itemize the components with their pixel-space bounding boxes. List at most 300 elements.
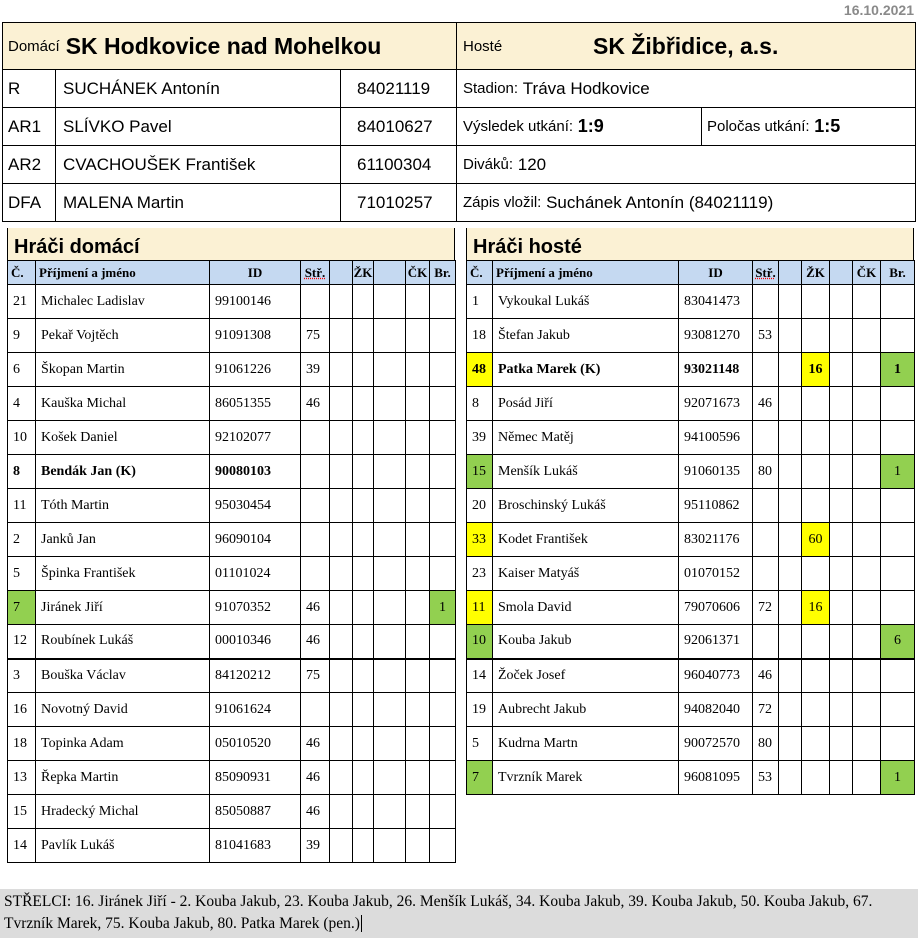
player-goals [881,557,915,591]
player-number: 7 [467,761,493,795]
player-name: Menšík Lukáš [493,455,679,489]
player-yellow-card [353,489,374,523]
column-header-row [467,261,915,285]
match-header [2,22,916,222]
scorers-label: STŘELCI: [4,893,72,910]
player-name: Bendák Jan (K) [36,455,210,489]
empty-cell [374,693,406,727]
empty-cell [330,353,353,387]
player-name: Posád Jiří [493,387,679,421]
column-header-goals: Br. [881,261,915,285]
empty-cell [330,387,353,421]
player-yellow-card [353,727,374,761]
player-name: Aubrecht Jakub [493,693,679,727]
player-substitution: 53 [753,761,779,795]
player-number: 7 [8,591,36,625]
player-id: 93081270 [679,319,753,353]
player-yellow-card [802,727,830,761]
empty-cell [779,421,802,455]
column-header-yellow: ŽK [353,261,374,285]
column-header-sub: Stř. [753,261,779,285]
player-number: 15 [8,795,36,829]
empty-cell [330,557,353,591]
player-red-card [406,727,430,761]
player-substitution: 46 [301,387,330,421]
empty-cell [330,591,353,625]
player-number: 39 [467,421,493,455]
player-row [8,285,456,319]
away-team-name: SK Žibřidice, a.s. [593,32,779,59]
player-name: Štefan Jakub [493,319,679,353]
empty-cell [779,489,802,523]
player-goals [430,421,456,455]
player-red-card [853,659,881,693]
empty-cell [779,727,802,761]
player-red-card [406,625,430,659]
player-name: Kodet František [493,523,679,557]
player-substitution: 75 [301,319,330,353]
player-goals: 1 [881,455,915,489]
empty-cell [779,387,802,421]
empty-cell [330,523,353,557]
column-header-red: ČK [853,261,881,285]
player-red-card [406,693,430,727]
text-cursor [361,915,362,932]
player-red-card [406,387,430,421]
player-goals [881,489,915,523]
player-row [8,829,456,863]
player-name: Škopan Martin [36,353,210,387]
player-row [8,387,456,421]
player-goals [430,285,456,319]
player-number: 8 [8,455,36,489]
home-players-section [7,228,455,863]
player-goals [881,421,915,455]
official-name: CVACHOUŠEK František [63,154,256,174]
player-id: 85090931 [210,761,301,795]
player-row [467,353,915,387]
player-row [467,659,915,693]
empty-cell [374,727,406,761]
player-red-card [406,319,430,353]
player-goals [430,387,456,421]
empty-cell [830,421,853,455]
player-id: 91061226 [210,353,301,387]
player-number: 18 [8,727,36,761]
empty-cell [830,523,853,557]
empty-cell [779,455,802,489]
player-yellow-card [802,557,830,591]
player-red-card [406,829,430,863]
player-goals [430,523,456,557]
player-yellow-card: 16 [802,591,830,625]
empty-cell [330,421,353,455]
player-row [467,557,915,591]
player-row [8,591,456,625]
recorder-row [463,184,773,221]
empty-cell [779,591,802,625]
player-red-card [853,625,881,659]
player-red-card [406,795,430,829]
empty-cell [374,591,406,625]
player-red-card [853,761,881,795]
empty-cell [830,455,853,489]
spectators-row [463,146,546,183]
result-label: Výsledek utkání: [463,118,574,135]
player-row [467,319,915,353]
player-id: 91060135 [679,455,753,489]
player-number: 14 [8,829,36,863]
player-name: Topinka Adam [36,727,210,761]
stadium-label: Stadion: [463,80,519,97]
official-id: 84021119 [357,78,431,98]
player-id: 84120212 [210,659,301,693]
player-yellow-card [353,829,374,863]
player-name: Košek Daniel [36,421,210,455]
player-number: 11 [8,489,36,523]
player-name: Bouška Václav [36,659,210,693]
empty-cell [374,353,406,387]
column-header-id: ID [210,261,301,285]
halftime-row [707,108,840,145]
player-substitution [753,353,779,387]
player-id: 91091308 [210,319,301,353]
player-substitution: 46 [753,659,779,693]
player-substitution [753,285,779,319]
player-name: Kaiser Matyáš [493,557,679,591]
player-row [467,761,915,795]
player-number: 2 [8,523,36,557]
player-substitution [301,285,330,319]
player-number: 1 [467,285,493,319]
column-header-id: ID [679,261,753,285]
player-substitution [301,421,330,455]
player-row [467,625,915,659]
player-name: Kudrna Martn [493,727,679,761]
official-role: R [8,78,21,98]
player-yellow-card [353,353,374,387]
player-row [8,523,456,557]
player-substitution [753,489,779,523]
player-id: 81041683 [210,829,301,863]
spectators-value: 120 [517,154,547,174]
player-yellow-card [353,421,374,455]
player-id: 01101024 [210,557,301,591]
empty-cell [830,659,853,693]
empty-cell [374,387,406,421]
player-row [467,421,915,455]
player-number: 9 [8,319,36,353]
player-goals [881,591,915,625]
player-name: Pavlík Lukáš [36,829,210,863]
player-substitution: 72 [753,591,779,625]
empty-cell [830,319,853,353]
player-id: 96040773 [679,659,753,693]
empty-cell [830,591,853,625]
player-name: Kauška Michal [36,387,210,421]
player-row [8,421,456,455]
player-id: 96090104 [210,523,301,557]
column-header-spacer [330,261,353,285]
empty-cell [830,285,853,319]
column-header-spacer [779,261,802,285]
player-id: 90072570 [679,727,753,761]
empty-cell [330,727,353,761]
player-red-card [853,591,881,625]
player-substitution: 46 [301,727,330,761]
player-number: 48 [467,353,493,387]
official-role: DFA [8,192,42,212]
player-yellow-card [802,625,830,659]
player-id: 00010346 [210,625,301,659]
player-goals [430,489,456,523]
player-name: Pekař Vojtěch [36,319,210,353]
player-name: Řepka Martin [36,761,210,795]
column-header-name: Příjmení a jméno [36,261,210,285]
player-id: 85050887 [210,795,301,829]
player-goals [881,387,915,421]
player-yellow-card [802,319,830,353]
empty-cell [830,761,853,795]
player-goals: 1 [881,353,915,387]
player-yellow-card [802,761,830,795]
player-red-card [853,693,881,727]
player-goals: 6 [881,625,915,659]
player-id: 90080103 [210,455,301,489]
player-name: Patka Marek (K) [493,353,679,387]
player-name: Michalec Ladislav [36,285,210,319]
empty-cell [779,523,802,557]
player-row [8,625,456,659]
player-goals [430,319,456,353]
official-name: MALENA Martin [63,192,184,212]
empty-cell [374,421,406,455]
player-red-card [853,489,881,523]
empty-cell [330,659,353,693]
empty-cell [330,625,353,659]
recorder-label: Zápis vložil: [463,194,542,211]
player-goals [881,659,915,693]
player-row [8,659,456,693]
player-red-card [853,353,881,387]
player-number: 6 [8,353,36,387]
player-id: 83021176 [679,523,753,557]
player-goals [881,523,915,557]
official-id: 61100304 [357,154,432,174]
player-id: 92061371 [679,625,753,659]
player-name: Janků Jan [36,523,210,557]
player-goals [430,727,456,761]
empty-cell [830,489,853,523]
empty-cell [374,829,406,863]
column-header-spacer [374,261,406,285]
player-substitution: 46 [301,761,330,795]
player-id: 92071673 [679,387,753,421]
player-substitution [301,523,330,557]
player-red-card [853,557,881,591]
player-number: 10 [467,625,493,659]
player-substitution: 53 [753,319,779,353]
player-number: 11 [467,591,493,625]
official-name: SLÍVKO Pavel [63,116,172,136]
away-players-title: Hráči hosté [466,228,914,260]
player-red-card [406,353,430,387]
column-header-row [8,261,456,285]
player-number: 5 [467,727,493,761]
player-yellow-card [353,693,374,727]
player-number: 5 [8,557,36,591]
player-substitution [301,489,330,523]
player-substitution [301,455,330,489]
player-row [467,285,915,319]
player-name: Němec Matěj [493,421,679,455]
player-number: 3 [8,659,36,693]
player-name: Vykoukal Lukáš [493,285,679,319]
recorder-value: Suchánek Antonín (84021119) [546,192,774,212]
player-substitution: 46 [301,625,330,659]
empty-cell [374,285,406,319]
column-header-sub: Stř. [301,261,330,285]
player-yellow-card [802,285,830,319]
player-substitution: 46 [301,591,330,625]
home-label: Domácí [8,37,60,55]
player-name: Kouba Jakub [493,625,679,659]
empty-cell [830,353,853,387]
player-id: 96081095 [679,761,753,795]
player-row [467,727,915,761]
player-substitution: 72 [753,693,779,727]
player-id: 83041473 [679,285,753,319]
player-id: 92102077 [210,421,301,455]
player-goals [881,727,915,761]
player-number: 19 [467,693,493,727]
player-id: 95110862 [679,489,753,523]
empty-cell [374,761,406,795]
player-yellow-card [353,659,374,693]
player-row [8,761,456,795]
player-red-card [853,455,881,489]
home-team-block [8,23,381,69]
spectators-label: Diváků: [463,156,514,173]
empty-cell [330,489,353,523]
player-yellow-card [353,455,374,489]
player-row [8,353,456,387]
away-team-block [593,23,778,69]
player-substitution [301,693,330,727]
player-red-card [853,285,881,319]
away-label-block [463,23,502,69]
player-goals [430,761,456,795]
player-number: 14 [467,659,493,693]
player-substitution: 75 [301,659,330,693]
player-id: 99100146 [210,285,301,319]
player-substitution: 80 [753,455,779,489]
player-row [8,455,456,489]
player-goals: 1 [881,761,915,795]
player-name: Hradecký Michal [36,795,210,829]
empty-cell [830,557,853,591]
empty-cell [779,693,802,727]
player-substitution: 46 [753,387,779,421]
player-red-card [853,523,881,557]
player-red-card [406,523,430,557]
official-name: SUCHÁNEK Antonín [63,78,220,98]
player-yellow-card [802,455,830,489]
result-row [463,108,604,145]
player-yellow-card [802,421,830,455]
player-yellow-card [802,659,830,693]
player-substitution [753,625,779,659]
empty-cell [374,523,406,557]
player-number: 20 [467,489,493,523]
empty-cell [374,625,406,659]
player-goals [430,353,456,387]
empty-cell [830,387,853,421]
player-row [8,693,456,727]
player-red-card [406,421,430,455]
official-role: AR2 [8,154,42,174]
player-yellow-card: 60 [802,523,830,557]
stadium-value: Tráva Hodkovice [522,78,650,98]
player-goals [430,557,456,591]
empty-cell [330,761,353,795]
player-goals [881,285,915,319]
player-red-card [406,455,430,489]
official-id: 71010257 [357,192,433,212]
column-header-yellow: ŽK [802,261,830,285]
player-number: 12 [8,625,36,659]
player-row [467,455,915,489]
empty-cell [330,319,353,353]
player-goals [430,693,456,727]
empty-cell [830,693,853,727]
scorers-bar [0,889,918,938]
player-goals [881,319,915,353]
player-row [8,795,456,829]
player-row [467,489,915,523]
player-red-card [853,727,881,761]
player-number: 33 [467,523,493,557]
empty-cell [830,727,853,761]
player-goals [430,455,456,489]
empty-cell [779,761,802,795]
player-id: 93021148 [679,353,753,387]
away-players-table [466,260,915,795]
column-header-no: Č. [467,261,493,285]
empty-cell [374,319,406,353]
column-header-spacer [830,261,853,285]
home-team-name: SK Hodkovice nad Mohelkou [65,32,382,59]
player-goals [430,829,456,863]
empty-cell [779,659,802,693]
player-substitution [753,523,779,557]
player-name: Smola David [493,591,679,625]
player-substitution [753,557,779,591]
player-row [467,387,915,421]
player-id: 01070152 [679,557,753,591]
home-players-table [7,260,456,863]
player-id: 91061624 [210,693,301,727]
player-row [467,591,915,625]
player-substitution [753,421,779,455]
player-yellow-card [353,523,374,557]
empty-cell [330,829,353,863]
player-red-card [853,387,881,421]
column-header-name: Příjmení a jméno [493,261,679,285]
player-name: Roubínek Lukáš [36,625,210,659]
player-number: 15 [467,455,493,489]
player-red-card [406,591,430,625]
